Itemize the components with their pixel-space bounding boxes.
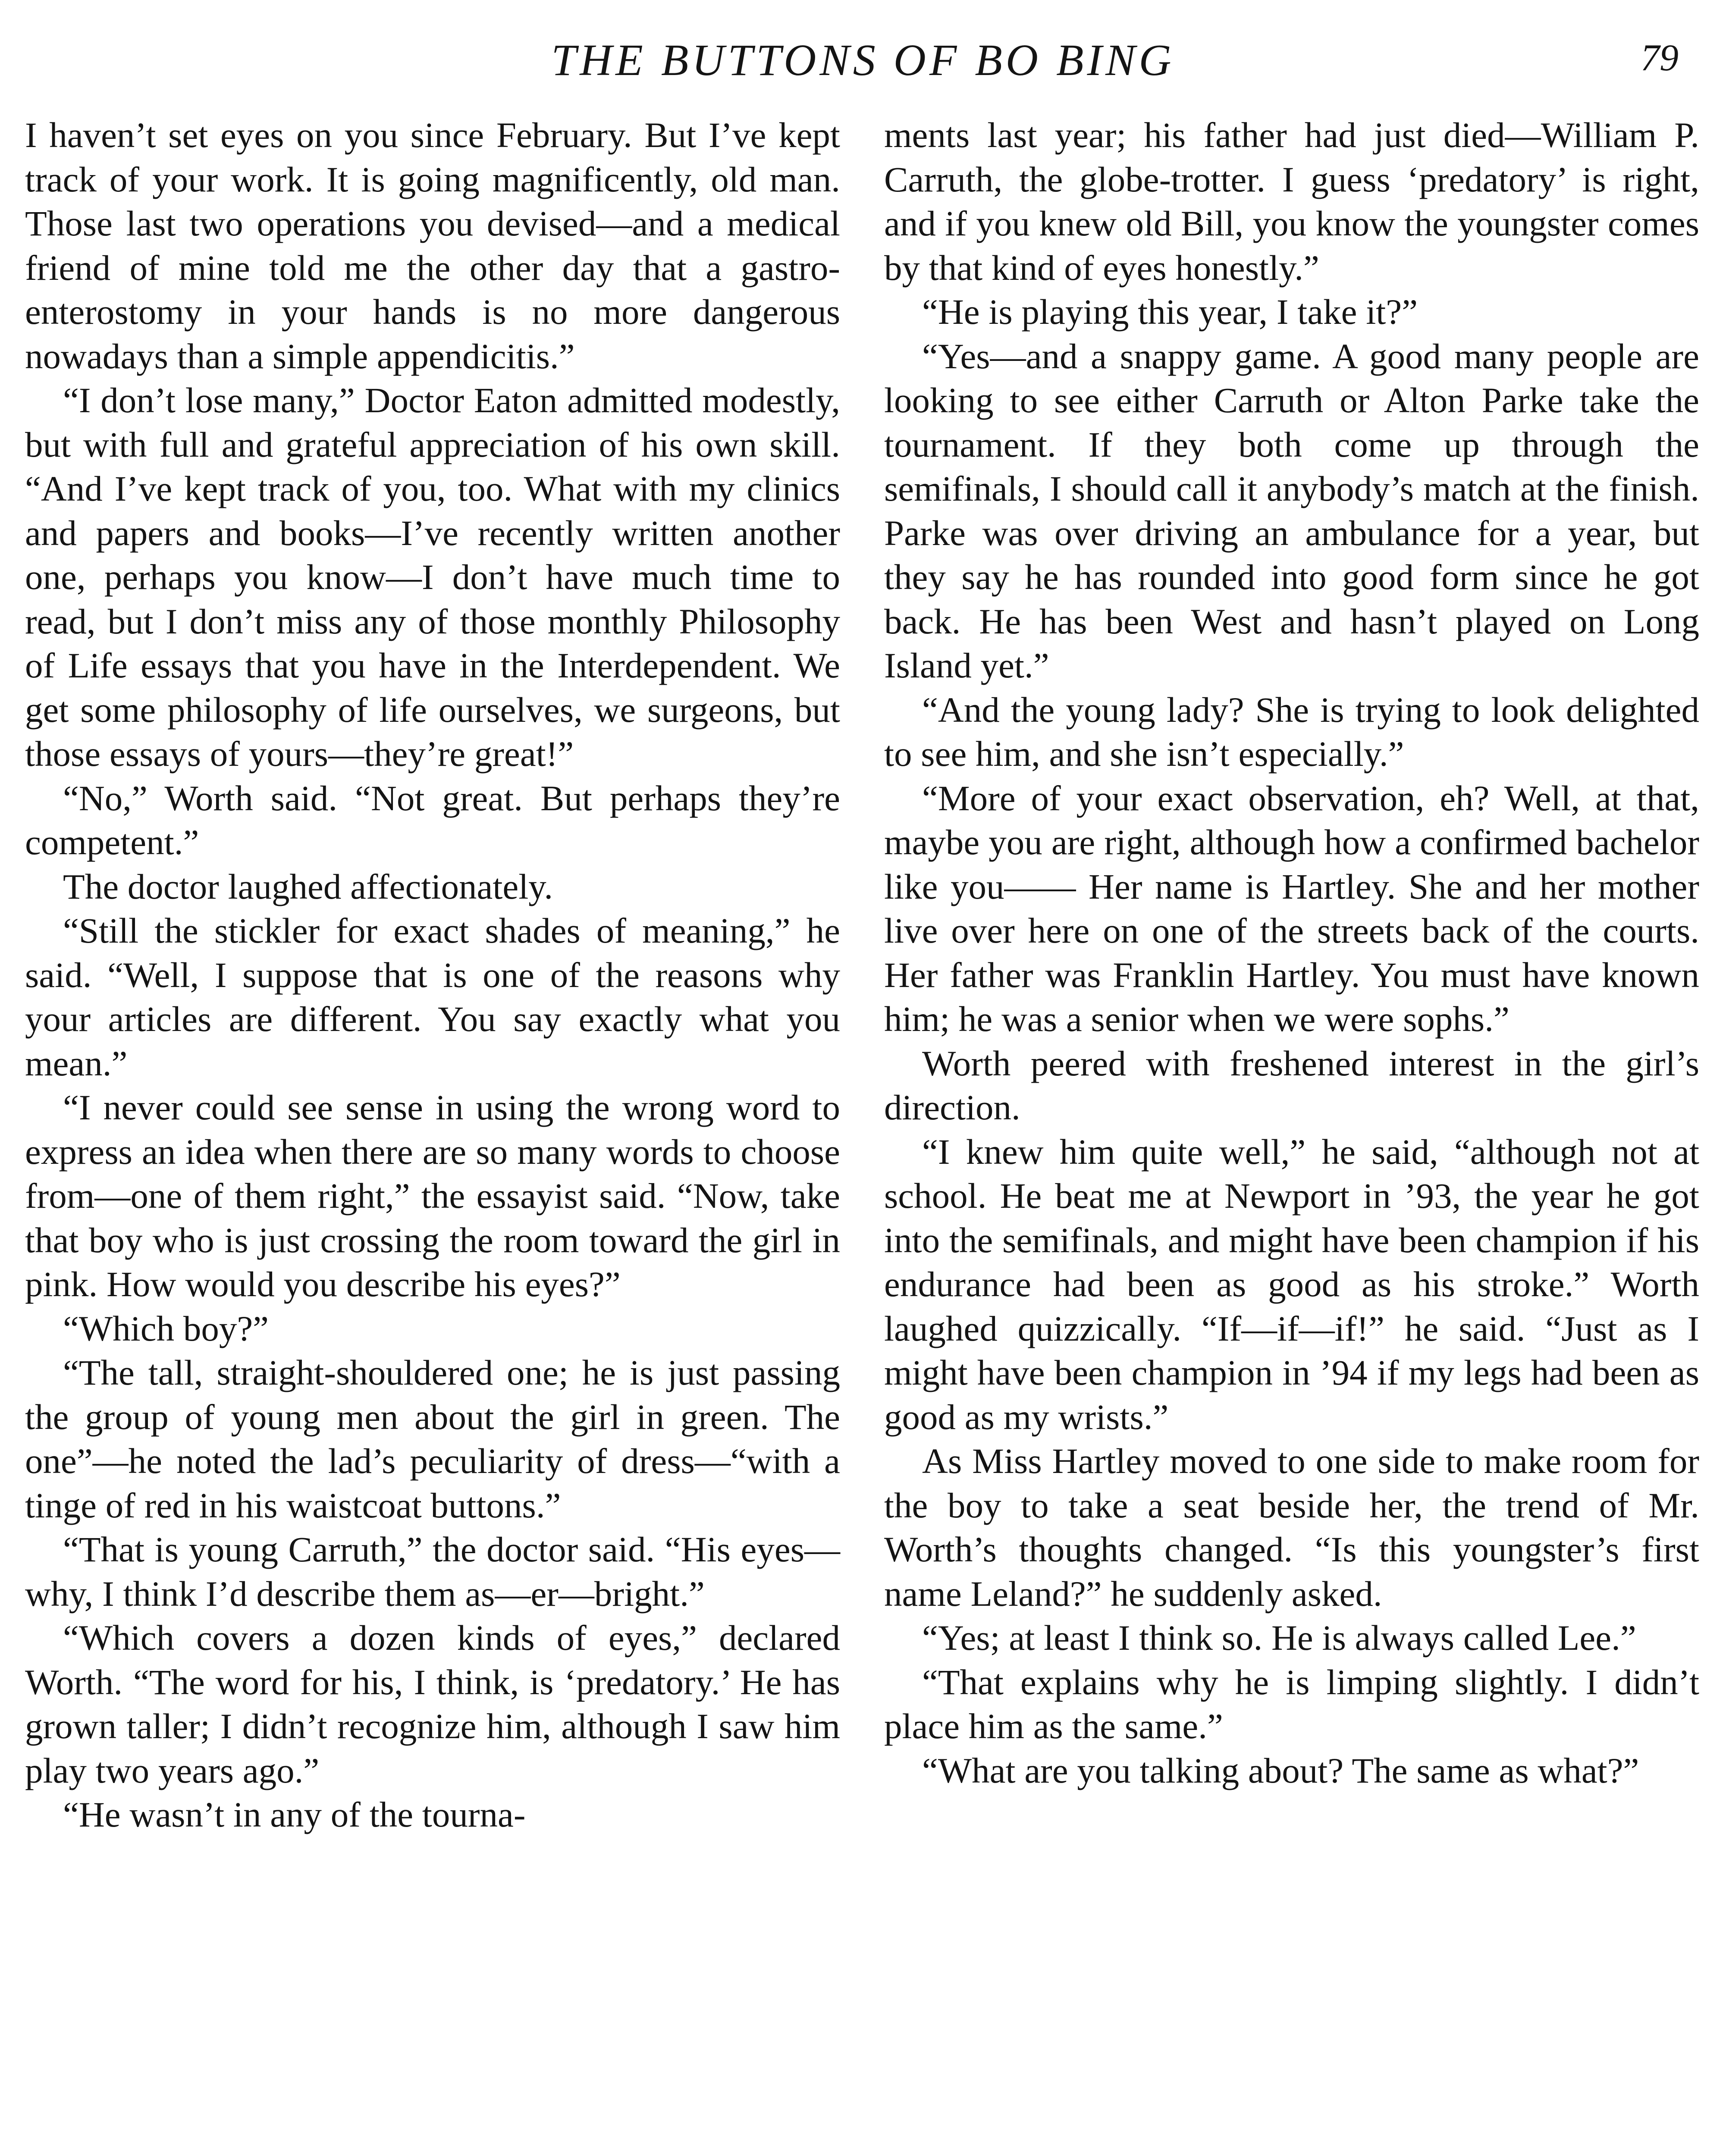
paragraph: The doctor laughed affectionately. <box>63 866 553 906</box>
paragraph: “What are you talking about? The same as what?” <box>922 1750 1639 1790</box>
paragraph: “More of your exact observation, eh? Well, at that, maybe you are right, although how a confirmed bachelor like you—— Her name is Hartley. She and her mother live over here on one of the streets back of the courts. Her father was Franklin Hartley. You must have known him; he was a senior when we were sophs.” <box>884 778 1699 1039</box>
right-column <box>884 113 1699 1792</box>
paragraph: “Which covers a dozen kinds of eyes,” declared Worth. “The word for his, I think, is ‘predatory.’ He has grown taller; I didn’t recognize him, although I saw him play two years ago.” <box>25 1618 840 1790</box>
paragraph: “Still the stickler for exact shades of meaning,” he said. “Well, I suppose that is one of the reasons why your articles are different. You say exactly what you mean.” <box>25 911 840 1083</box>
paragraph: “He is playing this year, I take it?” <box>922 292 1418 332</box>
paragraph: “No,” Worth said. “Not great. But perhaps they’re competent.” <box>25 778 840 862</box>
paragraph: Worth peered with freshened interest in the girl’s direction. <box>884 1043 1699 1127</box>
paragraph: “That explains why he is limping slightly. I didn’t place him as the same.” <box>884 1662 1699 1746</box>
paragraph: As Miss Hartley moved to one side to make room for the boy to take a seat beside her, the trend of Mr. Worth’s thoughts changed. “Is this youngster’s first name Leland?” he suddenly asked. <box>884 1441 1699 1614</box>
paragraph: “The tall, straight-shouldered one; he is just passing the group of young men about the girl in green. The one”—he noted the lad’s peculiarity of dress—“with a tinge of red in his waistcoat buttons.” <box>25 1353 840 1525</box>
paragraph: “Which boy?” <box>63 1308 269 1348</box>
running-head <box>0 30 1726 91</box>
paragraph: “I never could see sense in using the wrong word to express an idea when there are so many words to choose from—one of them right,” the essayist said. “Now, take that boy who is just crossing the room toward the girl in pink. How would you describe his eyes?” <box>25 1087 840 1304</box>
paragraph: “Yes; at least I think so. He is always called Lee.” <box>922 1618 1636 1658</box>
paragraph: “And the young lady? She is trying to look delighted to see him, and she isn’t especially.” <box>884 689 1699 774</box>
paragraph: “I don’t lose many,” Doctor Eaton admitted modestly, but with full and grateful appreciation of his own skill. “And I’ve kept track of you, too. What with my clinics and papers and books—I’ve recently written another one, perhaps you know—I don’t have much time to read, but I don’t miss any of those monthly Philosophy of Life essays that you have in the Interdependent. We get some philosophy of life ourselves, we surgeons, but those essays of yours—they’re great!” <box>25 380 840 774</box>
paragraph: “That is young Carruth,” the doctor said. “His eyes—why, I think I’d describe them as—er—bright.” <box>25 1529 840 1614</box>
paragraph: I haven’t set eyes on you since February. But I’ve kept track of your work. It is going magnificently, old man. Those last two operations you devised—and a medical friend of mine told me the other day that a gastro-enterostomy in your hands is no more dangerous nowadays than a simple appendicitis.” <box>25 115 840 376</box>
running-title: THE BUTTONS OF BO BING <box>551 35 1175 85</box>
page-number: 79 <box>1641 37 1679 79</box>
paragraph: ments last year; his father had just died—William P. Carruth, the globe-trotter. I guess ‘predatory’ is right, and if you knew old Bill, you know the youngster comes by that kind of eyes honestly.” <box>884 115 1699 288</box>
paragraph: “I knew him quite well,” he said, “although not at school. He beat me at Newport in ’93, the year he got into the semifinals, and might have been champion if his endurance had been as good as his stroke.” Worth laughed quizzically. “If—if—if!” he said. “Just as I might have been champion in ’94 if my legs had been as good as my wrists.” <box>884 1131 1699 1437</box>
paragraph: “He wasn’t in any of the tourna- <box>63 1795 526 1834</box>
left-column <box>25 113 840 1837</box>
paragraph: “Yes—and a snappy game. A good many people are looking to see either Carruth or Alton Parke take the tournament. If they both come up through the semifinals, I should call it anybody’s match at the finish. Parke was over driving an ambulance for a year, but they say he has rounded into good form since he got back. He has been West and hasn’t played on Long Island yet.” <box>884 336 1699 685</box>
